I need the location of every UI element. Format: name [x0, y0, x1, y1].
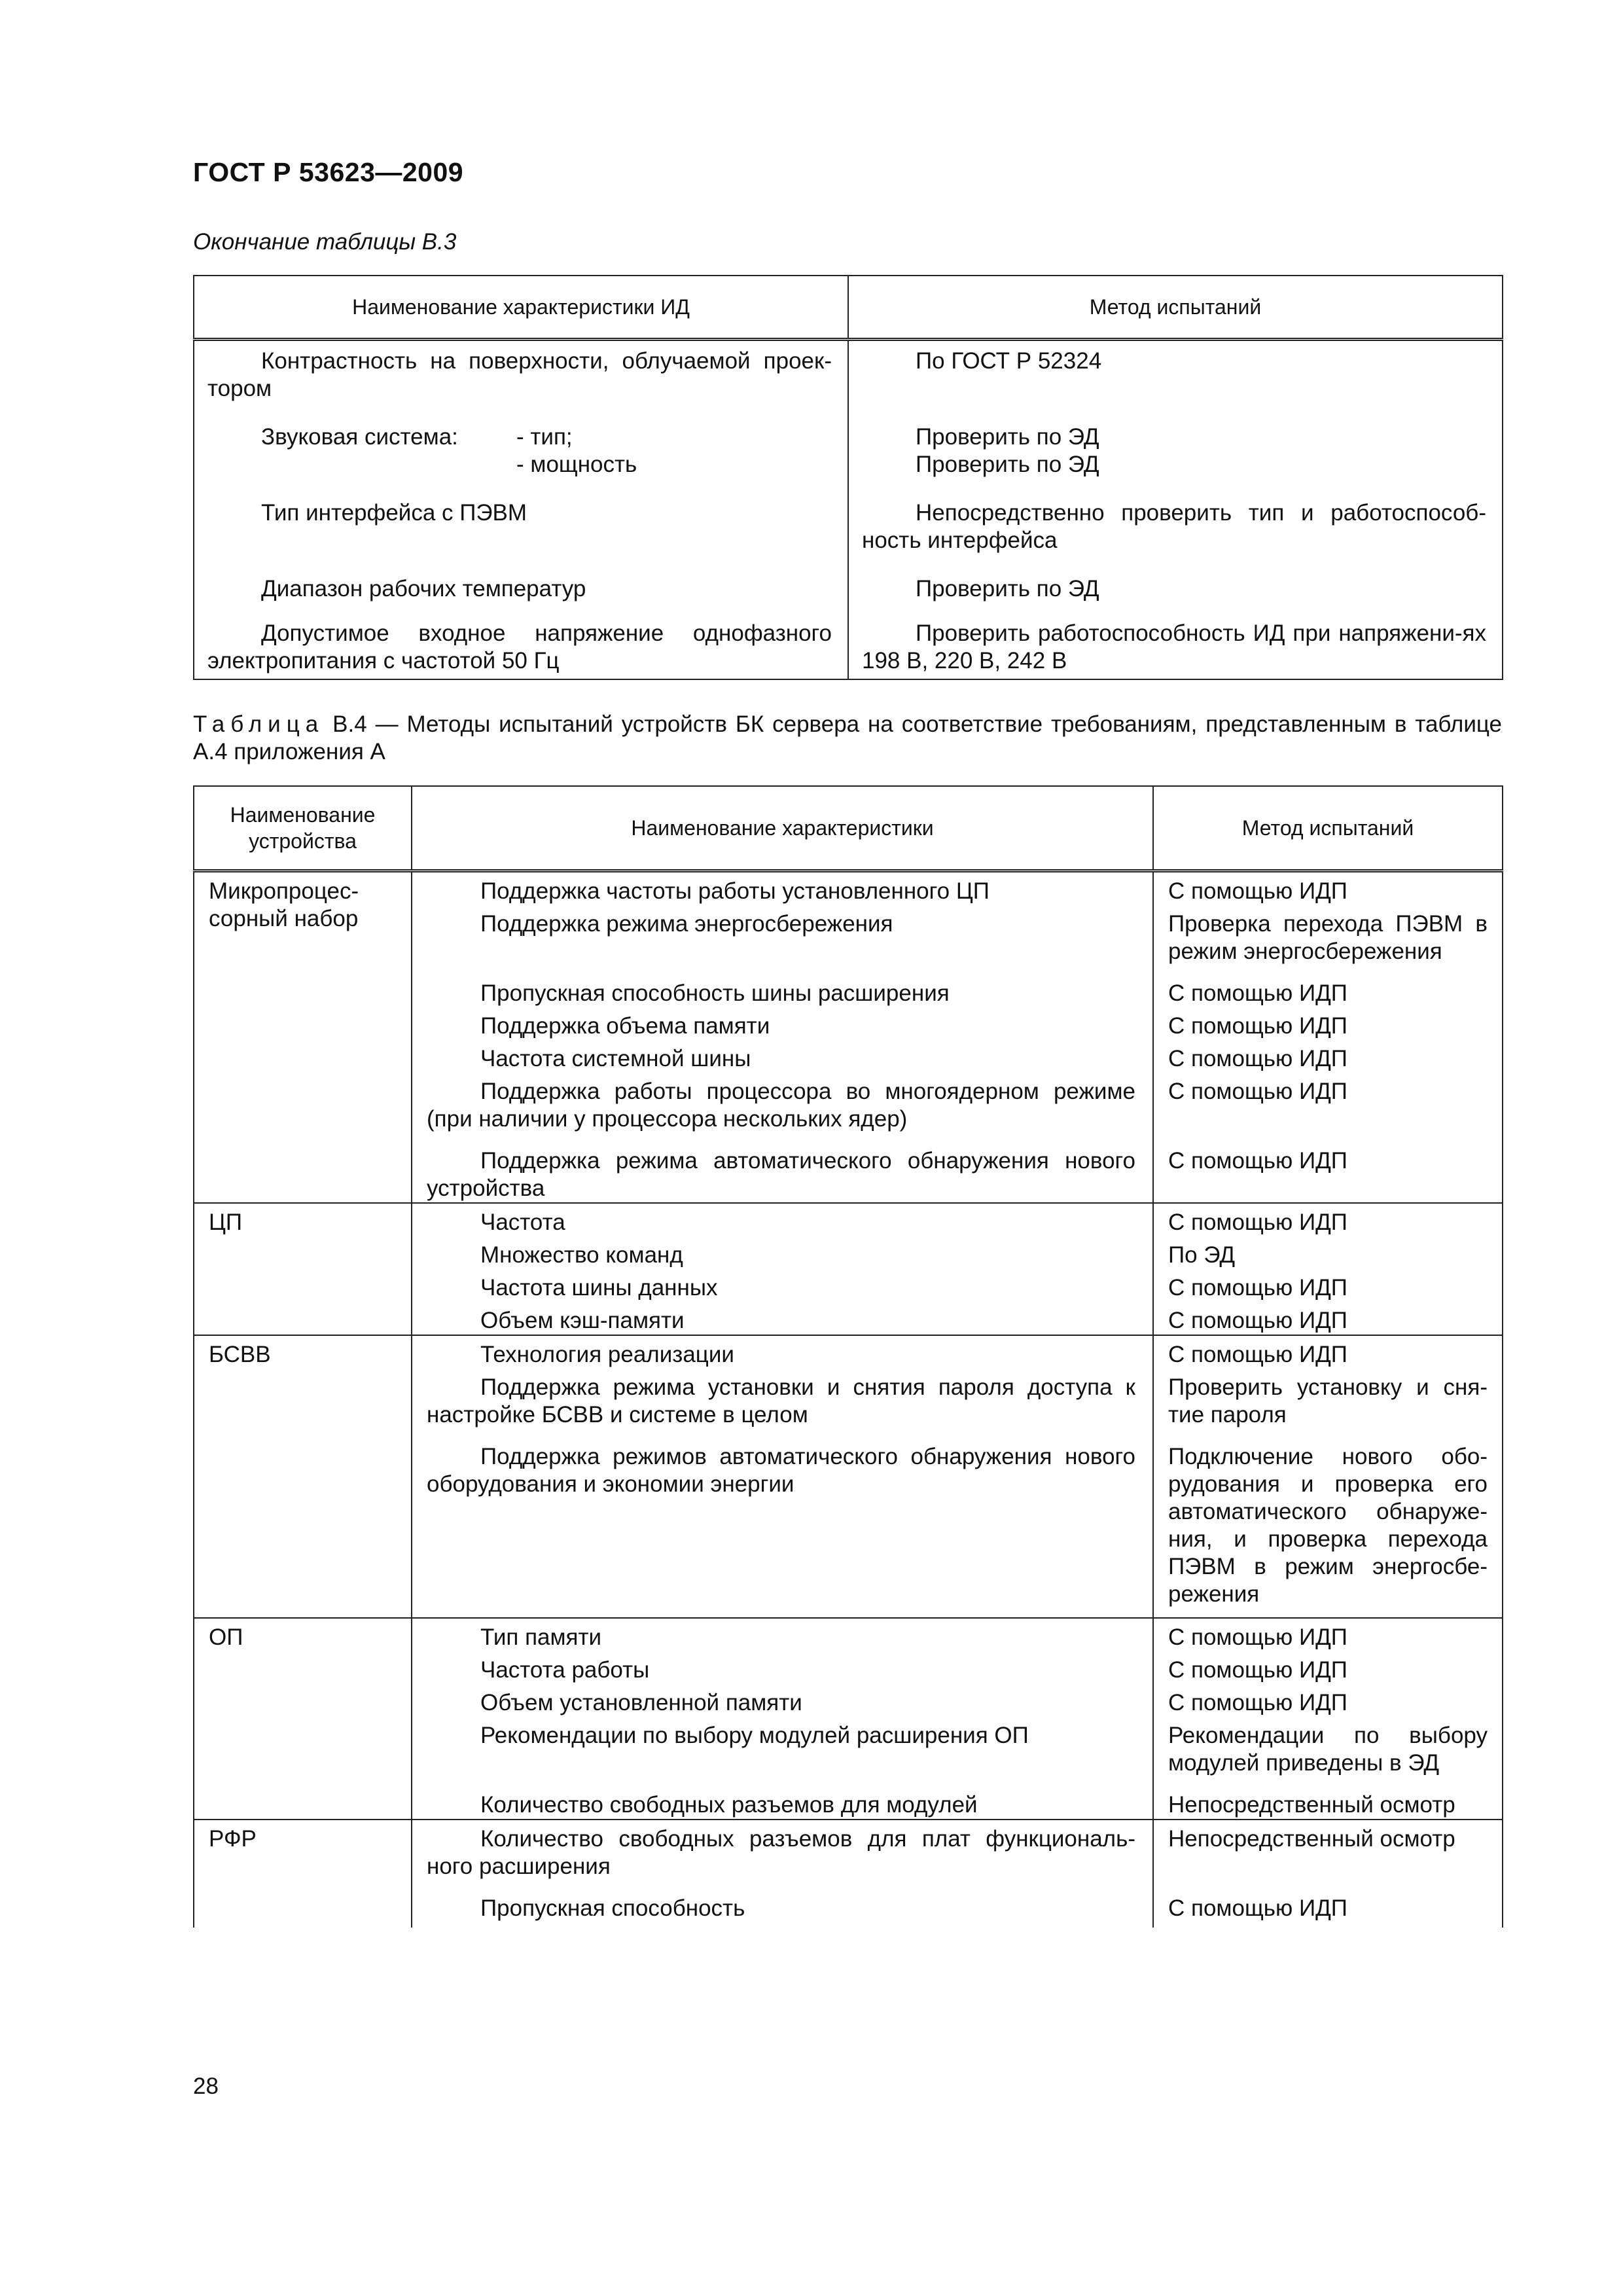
method-cell: С помощью ИДП	[1153, 1890, 1503, 1928]
method-cell: Проверка перехода ПЭВМ в режим энергосбережения	[1153, 905, 1503, 975]
characteristic-cell: Объем кэш-памяти	[412, 1302, 1153, 1335]
characteristic-cell: Поддержка режима автоматического обнаружения нового устройства	[412, 1142, 1153, 1203]
column-header-characteristic: Наименование характеристики ИД	[194, 276, 848, 340]
method-cell: С помощью ИДП	[1153, 1007, 1503, 1040]
characteristic-cell: Объем установленной памяти	[412, 1684, 1153, 1717]
table-b4	[193, 785, 1503, 1928]
characteristic-cell: Количество свободных разъемов для модулей	[412, 1786, 1153, 1820]
characteristic-cell: Пропускная способность	[412, 1890, 1153, 1928]
method-cell: По ГОСТ Р 52324	[848, 340, 1503, 418]
method-cell: По ЭД	[1153, 1236, 1503, 1269]
device-cell: БСВВ	[194, 1335, 412, 1618]
method-cell: С помощью ИДП	[1153, 1269, 1503, 1302]
characteristic-cell: Количество свободных разъемов для плат функциональ-ного расширения	[412, 1820, 1153, 1890]
table-row	[194, 1820, 1503, 1890]
characteristic-cell: Поддержка объема памяти	[412, 1007, 1153, 1040]
table-row	[194, 1203, 1503, 1236]
document-code: ГОСТ Р 53623—2009	[193, 157, 464, 187]
method-cell: С помощью ИДП	[1153, 975, 1503, 1007]
method-cell: С помощью ИДП	[1153, 1073, 1503, 1142]
method-cell: Проверить работоспособность ИД при напряжени-ях 198 В, 220 В, 242 В	[848, 617, 1503, 679]
characteristic-cell: Поддержка работы процессора во многоядерном режиме (при наличии у процессора нескольких ядер)	[412, 1073, 1153, 1142]
characteristic-cell: Множество команд	[412, 1236, 1153, 1269]
characteristic-cell: Поддержка частоты работы установленного ЦП	[412, 871, 1153, 906]
characteristic-cell: Диапазон рабочих температур	[194, 569, 848, 617]
characteristic-cell: Частота	[412, 1203, 1153, 1236]
device-cell: ЦП	[194, 1203, 412, 1335]
characteristic-cell: Поддержка режима установки и снятия пароля доступа к настройке БСВВ и системе в целом	[412, 1369, 1153, 1438]
characteristic-cell: Технология реализации	[412, 1335, 1153, 1369]
method-cell: С помощью ИДП	[1153, 1203, 1503, 1236]
characteristic-cell: Частота работы	[412, 1651, 1153, 1684]
method-cell: С помощью ИДП	[1153, 1684, 1503, 1717]
characteristic-cell: Контрастность на поверхности, облучаемой проек-тором	[194, 340, 848, 418]
method-cell: С помощью ИДП	[1153, 1142, 1503, 1203]
table-row	[194, 1618, 1503, 1651]
characteristic-cell: Рекомендации по выбору модулей расширения ОП	[412, 1717, 1153, 1786]
table-row	[194, 617, 1503, 679]
sound-system-label: Звуковая система:	[261, 424, 458, 450]
method-cell: С помощью ИДП	[1153, 1618, 1503, 1651]
characteristic-cell: Тип памяти	[412, 1618, 1153, 1651]
device-cell: РФР	[194, 1820, 412, 1928]
table-header-row	[194, 276, 1503, 340]
method-cell: Рекомендации по выбору модулей приведены в ЭД	[1153, 1717, 1503, 1786]
page-number: 28	[193, 2073, 219, 2099]
table-row	[194, 417, 1503, 493]
method-cell: С помощью ИДП	[1153, 1302, 1503, 1335]
column-header-method: Метод испытаний	[848, 276, 1503, 340]
characteristic-cell: Поддержка режима энергосбережения	[412, 905, 1153, 975]
table-word: Таблица	[193, 711, 325, 737]
table-b3	[193, 275, 1503, 680]
table-header-row	[194, 786, 1503, 871]
method-cell: С помощью ИДП	[1153, 1651, 1503, 1684]
column-header-device: Наименование устройства	[194, 786, 412, 871]
characteristic-cell: Частота системной шины	[412, 1040, 1153, 1073]
method-cell: С помощью ИДП	[1153, 1040, 1503, 1073]
characteristic-cell: Допустимое входное напряжение однофазного электропитания с частотой 50 Гц	[194, 617, 848, 679]
method-cell: С помощью ИДП	[1153, 871, 1503, 906]
characteristic-cell: Пропускная способность шины расширения	[412, 975, 1153, 1007]
characteristic-cell	[194, 417, 848, 493]
table-row	[194, 340, 1503, 418]
method-cell: Подключение нового обо-рудования и проверка его автоматического обнаруже-ния, и проверка перехода ПЭВМ в режим энергосбе-режения	[1153, 1438, 1503, 1618]
method-cell: Проверить по ЭД	[848, 569, 1503, 617]
method-cell: Непосредственный осмотр	[1153, 1786, 1503, 1820]
device-cell: ОП	[194, 1618, 412, 1820]
characteristic-cell: Частота шины данных	[412, 1269, 1153, 1302]
table-b4-caption	[193, 711, 1502, 766]
table-row	[194, 493, 1503, 569]
method-cell: Непосредственный осмотр	[1153, 1820, 1503, 1890]
table-row	[194, 871, 1503, 906]
sound-item: - мощность	[516, 452, 637, 477]
method-cell: С помощью ИДП	[1153, 1335, 1503, 1369]
method-cell: Непосредственно проверить тип и работоспособ-ность интерфейса	[848, 493, 1503, 569]
column-header-characteristic: Наименование характеристики	[412, 786, 1153, 871]
device-cell: Микропроцес-сорный набор	[194, 871, 412, 1204]
characteristic-cell: Тип интерфейса с ПЭВМ	[194, 493, 848, 569]
characteristic-cell: Поддержка режимов автоматического обнаружения нового оборудования и экономии энергии	[412, 1438, 1153, 1618]
method-cell: Проверить по ЭД Проверить по ЭД	[848, 417, 1503, 493]
column-header-method: Метод испытаний	[1153, 786, 1503, 871]
table-b4-title: В.4 — Методы испытаний устройств БК сервера на соответствие требованиям, представленным в таблице А.4 приложения А	[193, 711, 1502, 764]
table-row	[194, 1335, 1503, 1369]
table-row	[194, 569, 1503, 617]
sound-item: - тип;	[516, 424, 573, 450]
table-b3-caption: Окончание таблицы В.3	[193, 229, 457, 255]
method-cell: Проверить установку и сня-тие пароля	[1153, 1369, 1503, 1438]
